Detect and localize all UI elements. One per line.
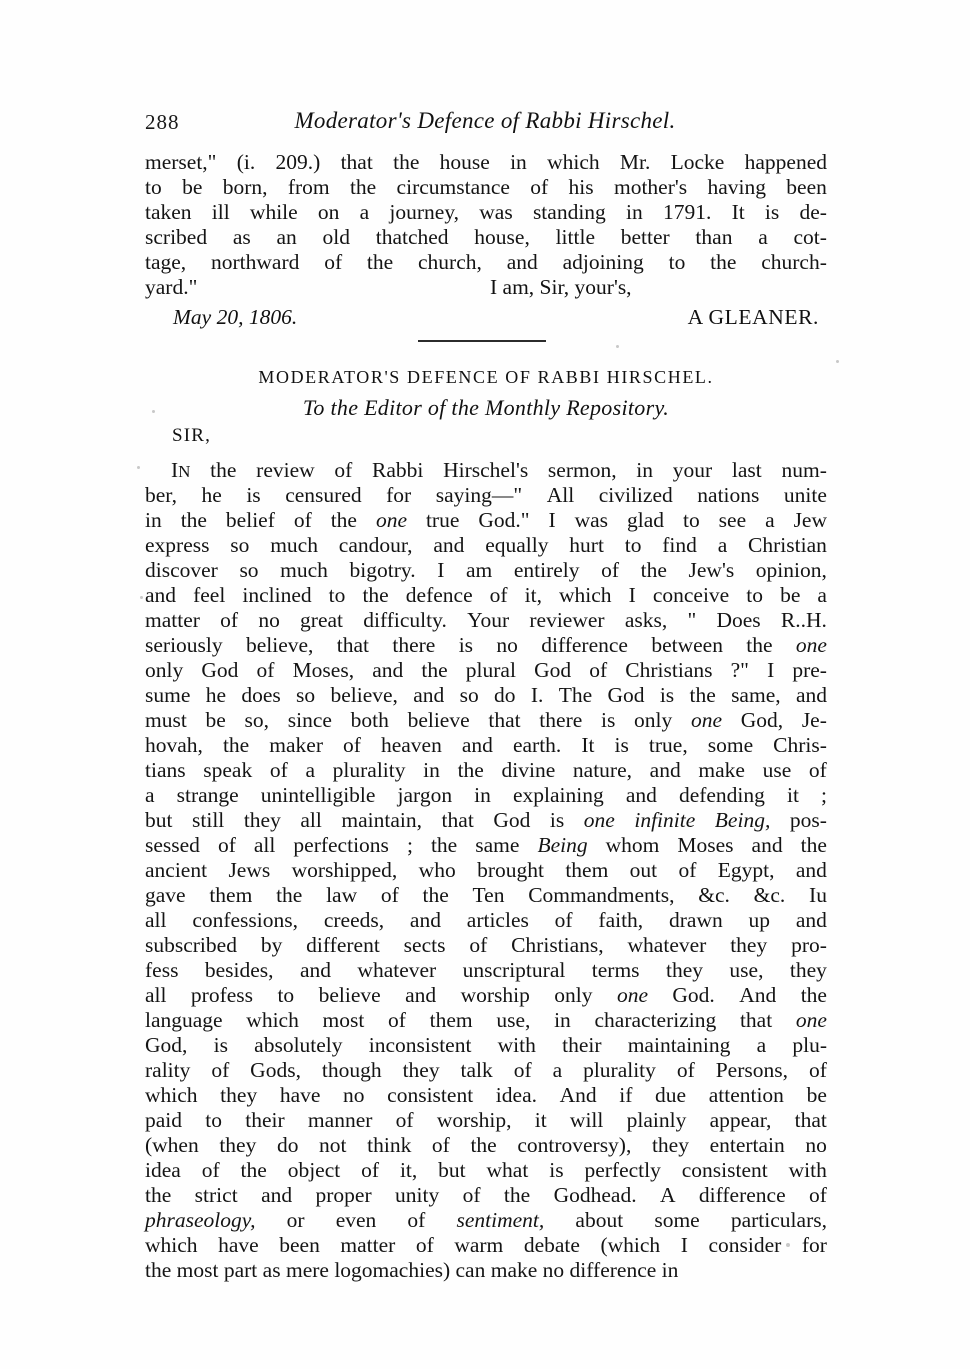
section-divider-rule (418, 340, 546, 342)
page-folio-number: 288 (145, 110, 180, 134)
text-line: fess besides, and whatever unscriptural terms they use, they (145, 958, 827, 982)
scan-speck (137, 466, 140, 469)
text-line: sessed of all perfections ; the same Being whom Moses and the (145, 833, 827, 857)
text-line: the strict and proper unity of the Godhead. A difference of (145, 1183, 827, 1207)
article-subtitle: To the Editor of the Monthly Repository. (302, 395, 670, 420)
text-line: all confessions, creeds, and articles of faith, drawn up and (145, 908, 827, 932)
text-line: merset," (i. 209.) that the house in which Mr. Locke happened (145, 150, 827, 174)
text-line: to be born, from the circumstance of his mother's having been (145, 175, 827, 199)
text-line: subscribed by different sects of Christians, whatever they pro- (145, 933, 827, 957)
letter-closing: I am, Sir, your's, (490, 275, 632, 299)
text-line: IN the review of Rabbi Hirschel's sermon, in your last num- (171, 458, 827, 482)
text-line: paid to their manner of worship, it will plainly appear, that (145, 1108, 827, 1132)
text-line: in the belief of the one true God." I was glad to see a Jew (145, 508, 827, 532)
text-line: seriously believe, that there is no difference between the one (145, 633, 827, 657)
scan-speck (836, 360, 839, 363)
text-line: but still they all maintain, that God is one infinite Being, pos- (145, 808, 827, 832)
text-line: rality of Gods, though they talk of a plurality of Persons, of (145, 1058, 827, 1082)
text-line: a strange unintelligible jargon in explaining and defending it ; (145, 783, 827, 807)
text-line: taken ill while on a journey, was standing in 1791. It is de- (145, 200, 827, 224)
running-head (145, 108, 825, 138)
text-line: tians speak of a plurality in the divine nature, and make use of (145, 758, 827, 782)
running-head-title: Moderator's Defence of Rabbi Hirschel. (294, 108, 676, 133)
text-line: gave them the law of the Ten Commandments, &c. &c. Iu (145, 883, 827, 907)
text-line: scribed as an old thatched house, little better than a cot- (145, 225, 827, 249)
text-line: tage, northward of the church, and adjoining to the church- (145, 250, 827, 274)
text-line: which they have no consistent idea. And if due attention be (145, 1083, 827, 1107)
text-line: all profess to believe and worship only one God. And the (145, 983, 827, 1007)
text-line: ancient Jews worshipped, who brought them out of Egypt, and (145, 858, 827, 882)
article-body-text (145, 458, 827, 1283)
text-line: phraseology, or even of sentiment, about some particulars, (145, 1208, 827, 1232)
text-line: matter of no great difficulty. Your reviewer asks, " Does R..H. (145, 608, 827, 632)
text-line: express so much candour, and equally hurt to find a Christian (145, 533, 827, 557)
scan-speck (140, 596, 143, 599)
text-line: and feel inclined to the defence of it, which I conceive to be a (145, 583, 827, 607)
scan-speck (152, 410, 155, 413)
letter-signature: A GLEANER. (687, 305, 819, 329)
letter-date: May 20, 1806. (173, 305, 298, 329)
text-line: yard." (145, 275, 198, 299)
text-line: which have been matter of warm debate (which I consider for (145, 1233, 827, 1257)
text-line: the most part as mere logomachies) can make no difference in (145, 1258, 679, 1282)
text-line: must be so, since both believe that there is only one God, Je- (145, 708, 827, 732)
letter-signature-row (145, 305, 827, 330)
text-line: discover so much bigotry. I am entirely of the Jew's opinion, (145, 558, 827, 582)
text-line: (when they do not think of the controversy), they entertain no (145, 1133, 827, 1157)
text-line: only God of Moses, and the plural God of Christians ?" I pre- (145, 658, 827, 682)
text-line: idea of the object of it, but what is perfectly consistent with (145, 1158, 827, 1182)
scan-speck (786, 1243, 790, 1247)
article-salutation: SIR, (172, 425, 212, 446)
text-line: ber, he is censured for saying—" All civilized nations unite (145, 483, 827, 507)
text-line: God, is absolutely inconsistent with their maintaining a plu- (145, 1033, 827, 1057)
article-title: MODERATOR'S DEFENCE OF RABBI HIRSCHEL. (258, 367, 714, 387)
text-line: hovah, the maker of heaven and earth. It is true, some Chris- (145, 733, 827, 757)
scan-speck (616, 345, 619, 348)
letter-closing-row (145, 275, 827, 300)
text-line: language which most of them use, in characterizing that one (145, 1008, 827, 1032)
text-line: sume he does so believe, and so do I. The God is the same, and (145, 683, 827, 707)
